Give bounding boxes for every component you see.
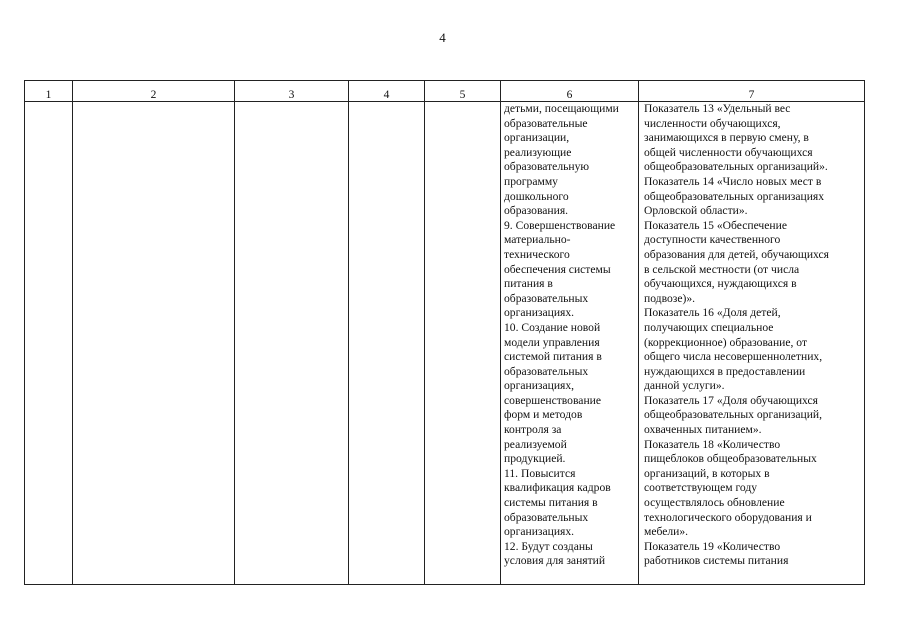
text-line: 10. Создание новой	[504, 320, 601, 334]
text-line: Показатель 17 «Доля обучающихся	[644, 393, 819, 407]
text-line: общеобразовательных организаций,	[644, 408, 822, 422]
text-line: детьми, посещающими	[504, 102, 619, 115]
text-line: совершенствование	[504, 393, 601, 407]
text-line: Показатель 18 «Количество	[644, 437, 781, 451]
text-line: соответствующем году	[644, 481, 758, 495]
column-header-6: 6	[501, 81, 639, 102]
cell-col-3	[235, 102, 349, 585]
text-line: общеобразовательных организаций».	[644, 160, 828, 174]
text-line: данной услуги».	[644, 379, 725, 393]
cell-col-2	[73, 102, 235, 585]
text-line: Орловской области».	[644, 204, 748, 218]
text-line: работников системы питания	[644, 554, 789, 568]
text-line: системой питания в	[504, 350, 602, 364]
column-header-5: 5	[425, 81, 501, 102]
cell-col-7-indicators	[639, 102, 865, 585]
text-line: образовательных	[504, 364, 589, 378]
column-header-3: 3	[235, 81, 349, 102]
text-line: организациях,	[504, 379, 575, 393]
text-line: образования.	[504, 204, 569, 218]
text-line: образования для детей, обучающихся	[644, 247, 829, 261]
indicators-text	[639, 102, 864, 584]
text-line: организаций, в которых в	[644, 466, 770, 480]
text-line: условия для занятий	[504, 554, 606, 568]
text-line: форм и методов	[504, 408, 583, 422]
column-header-4: 4	[349, 81, 425, 102]
text-line: реализуемой	[504, 437, 567, 451]
text-line: продукцией.	[504, 452, 566, 466]
text-line: общеобразовательных организациях	[644, 189, 825, 203]
expected-results-text	[501, 102, 638, 584]
text-line: занимающихся в первую смену, в	[644, 131, 809, 145]
text-line: образовательных	[504, 291, 589, 305]
text-line: квалификация кадров	[504, 481, 611, 495]
text-line: охваченных питанием».	[644, 423, 762, 437]
table-row	[25, 102, 865, 585]
text-line: Показатель 14 «Число новых мест в	[644, 174, 822, 188]
text-line: программу	[504, 174, 558, 188]
program-table	[24, 80, 865, 585]
text-line: доступности качественного	[644, 233, 781, 247]
text-line: системы питания в	[504, 496, 598, 510]
text-line: обеспечения системы	[504, 262, 611, 276]
text-line: Показатель 13 «Удельный вес	[644, 102, 791, 115]
text-line: организациях.	[504, 306, 575, 320]
cell-col-5	[425, 102, 501, 585]
text-line: образовательную	[504, 160, 590, 174]
column-header-2: 2	[73, 81, 235, 102]
cell-col-1	[25, 102, 73, 585]
text-line: технического	[504, 247, 570, 261]
text-line: реализующие	[504, 145, 572, 159]
text-line: организации,	[504, 131, 570, 145]
text-line: питания в	[504, 277, 553, 291]
text-line: в сельской местности (от числа	[644, 262, 800, 276]
text-line: материально-	[504, 233, 571, 247]
text-line: пищеблоков общеобразовательных	[644, 452, 817, 466]
text-line: общей численности обучающихся	[644, 145, 813, 159]
text-line: технологического оборудования и	[644, 510, 812, 524]
text-line: численности обучающихся,	[644, 116, 781, 130]
cell-col-6-expected-results	[501, 102, 639, 585]
text-line: Показатель 19 «Количество	[644, 539, 781, 553]
text-line: дошкольного	[504, 189, 569, 203]
text-line: 11. Повысится	[504, 466, 576, 480]
column-header-7: 7	[639, 81, 865, 102]
text-line: общего числа несовершеннолетних,	[644, 350, 823, 364]
text-line: нуждающихся в предоставлении	[644, 364, 806, 378]
text-line: осуществлялось обновление	[644, 496, 785, 510]
text-line: обучающихся, нуждающихся в	[644, 277, 797, 291]
text-line: модели управления	[504, 335, 600, 349]
text-line: Показатель 16 «Доля детей,	[644, 306, 781, 320]
text-line: организациях.	[504, 525, 575, 539]
text-line: образовательных	[504, 510, 589, 524]
text-line: 9. Совершенствование	[504, 218, 616, 232]
text-line: подвозе)».	[644, 291, 696, 305]
text-line: 12. Будут созданы	[504, 539, 593, 553]
text-line: Показатель 15 «Обеспечение	[644, 218, 787, 232]
text-line: контроля за	[504, 423, 562, 437]
text-line: образовательные	[504, 116, 588, 130]
cell-col-4	[349, 102, 425, 585]
text-line: получающих специальное	[644, 320, 774, 334]
text-line: (коррекционное) образование, от	[644, 335, 808, 349]
table-header-row	[25, 81, 865, 102]
column-header-1: 1	[25, 81, 73, 102]
page-number: 4	[439, 30, 446, 45]
text-line: мебели».	[644, 525, 689, 539]
